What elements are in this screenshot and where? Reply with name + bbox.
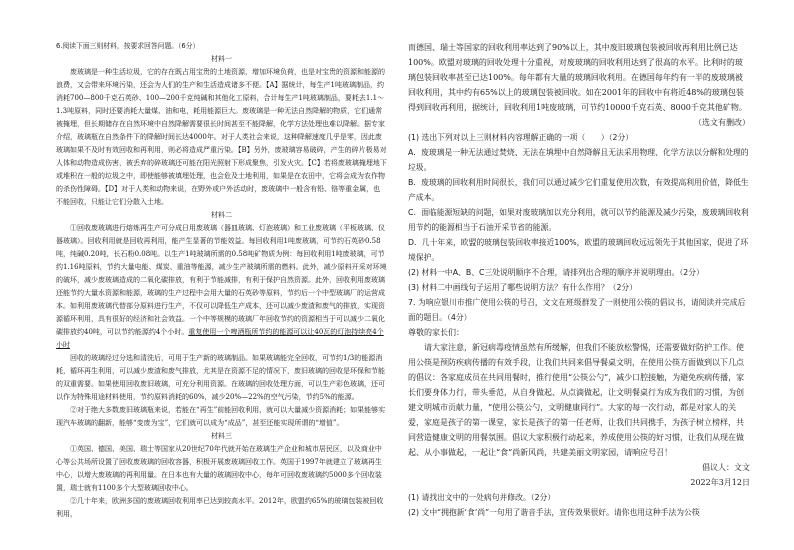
question-7-intro: 7. 为响应银川市推广使用公筷的号召，文文在班级群发了一则使用公筷的倡议书，请阅读并完成后面的题目。（4分）	[408, 298, 746, 322]
underlined-sentence: 重复使用一个啤酒瓶所节约的能源可以让40瓦的灯泡持续亮4个小时	[56, 328, 384, 349]
material-1-paragraph: 废玻璃是一种生活垃圾，它的存在既占用宝贵的土地资源，增加环境负荷，也是对宝贵的资源和能源的浪费，又会带来环境污染，还会为人们的生产和生活造成诸多不便。【A】据统计，每生产1吨玻璃制品，约消耗700—800千克石英砂、100—200千克纯碱和其他化工原料，合计每生产1吨玻璃制品，要耗去1.1～1.3吨原料，同时还要消耗大量煤、油和电，耗用能源巨大。废玻璃是一种无法自然降解的物质，它们通常被掩埋，但长期储存在自然环境中自然降解需要很长时间甚至不能降解，化学方法处理也难以降解。据专家介绍，玻璃瓶在自然条件下的降解时间长达4000年。对于人类社会来说，这种降解速度几乎是零，因此废玻璃如果不及时有效回收和再利用，则必将造成严重污染。【B】另外，废玻璃容易破碎，产生的碎片极易对人体和动物造成伤害，被丢弃的碎玻璃还可能在阳光照射下形成聚焦，引发火灾。【C】若将废玻璃掩埋地下或堆积在一般的垃圾之中，即使能够被填埋处理，也会危及土地利用，如果是在农田中，它将会成为农作物的杀伤性障碍。【D】对于人类和动物来说，在野外或户外活动时，废玻璃中一般含有铅、铬等重金属，也不能回收，只能让它们分散入土地。	[56, 68, 387, 206]
source-note: （选文有删改）	[694, 118, 750, 127]
letter-body: 请大家注意，新冠病毒疫情虽然有所缓解，但我们不能放松警惕，还需要做好防护工作。使用公筷是预防疾病传播的有效手段，让我们共同来倡导餐桌文明，在使用公筷方面做到以下几点的倡议：各家庭成员在共同用餐时，推行使用“公筷公勺”，减少口腔接触，为避免疾病传播，家长们要身体力行，带头垂范，从自身做起、从点滴做起，让文明餐桌行为成为我们的习惯，为创建文明城市贡献力量，“使用公筷公勺，文明健康同行”。大家的每一次行动，都是对家人的关爱，家庭是孩子的第一课堂，家长是孩子的第一任老师，让我们共同携手，为孩子树立榜样，共同营造健康文明的用餐氛围。倡议大家积极行动起来，养成使用公筷的好习惯，让我们从现在做起、从小事做起，一起让“食”尚新风尚，共建美丽文明家园，请响应号召！	[408, 343, 745, 457]
material-2-paragraph-2: 回收的玻璃经过分选和清洗后，可用于生产新的玻璃制品。如果玻璃能完全回收，可节约1/3的能源消耗，循环再生利用，可以减少废渣和废气排放，尤其是在资源不足的情况下，废旧玻璃的回收是环保和节能的双重需要。如果使用回收废旧玻璃，可充分利用资源。在玻璃的回收处理方面，可以生产彩色玻璃，还可以作为特殊用途材料使用，节约原料消耗的60%，减少20%—22%的空气污染，节约5%的能源。	[56, 354, 385, 401]
letter-date: 2022年3月12日	[690, 478, 750, 487]
material-3-title: 材料三	[211, 432, 232, 440]
material-2-paragraph-1-text: ①回收废玻璃进行熔炼再生产可分成日用废玻璃（器皿玻璃、灯泡玻璃）和工业废玻璃（平板玻璃、仪器玻璃）。回收利用就是回收再利用，能产生显著的节能效益。每回收利用1吨废玻璃，可节约石英砂0.58吨，纯碱0.20吨，长石粉0.08吨。以生产1吨玻璃所需的0.58吨矿物质为例：每回收利用1吨废玻璃，可节约1.16吨原料，节约大量电能、煤炭、重油等能源，减少生产玻璃所需的燃料。此外，减少原料开采对环境的破坏，减少废玻璃造成的二氧化碳排放，有利于节能减排，有利于保护自然资源。此外，回收利用废玻璃还能节约大量水资源和能源，玻璃的生产过程中会用大量的石英砂等原料，节约后一个中型玻璃厂的运营成本。如利用废玻璃代替部分原料进行生产，不仅可以降低生产成本，还可以减少废渣和废气的排放，实现资源循环利用，具有很好的经济和社会效益。一个中等规模的玻璃厂年回收节约的资源相当于可以减少二氧化碳排放约40吨，可以节约能源约4个小时。	[56, 224, 387, 336]
option-d: D．几十年来，欧盟的玻璃包装回收率接近100%，欧盟的玻璃回收远远领先于其他国家，促进了环境保护。	[408, 238, 749, 262]
question-6-1: (1) 选出下列对以上三则材料内容理解正确的一项（ ）（2分）	[408, 133, 634, 142]
question-6-3: (3) 材料二中画线句子运用了哪些说明方法？有什么作用？（2分）	[408, 283, 637, 292]
question-6-intro: 6.阅读下面三则材料，按要求回答问题。（6分）	[56, 42, 200, 50]
material-2-paragraph-1	[56, 222, 387, 352]
material-3-paragraph-2: ②几十年来，欧洲多国的废玻璃回收利用率已达到较高水平。2012年，欧盟约65%的玻璃包装被回收利用，	[56, 497, 384, 518]
material-3-continuation: 而德国、瑞士等国家的回收利用率达到了90%以上，其中废旧玻璃包装被回收再利用比例已达100%。欧盟对玻璃的回收处理十分重视，对废玻璃的回收利用达到了很高的水平。比利时的玻璃包装回收率甚至已达100%。每年都有大量的玻璃回收利用。在德国每年约有一半的废玻璃被回收利用，其中约有65%以上的玻璃包装被回收。如在2001年的回收中有将近48%的玻璃包装得到回收再利用，据统计，回收利用1吨废玻璃，可节约10000千克石英、8000千克其他矿物。	[408, 43, 747, 112]
material-2-paragraph-3: ②对于绝大多数废旧玻璃瓶来说，若能在“再生”前能回收利用，就可以大量减少资源消耗；如果能够实现汽车玻璃的翻新，能够“变废为宝”，它们就可以成为“成品”，甚至还能实现所谓的“增值”。	[56, 406, 386, 427]
letter-signature: 倡议人：文文	[702, 463, 750, 472]
question-6-2: (2) 材料一中A、B、C三处说明顺序不合理，请排列出合理的顺序并说明理由。（2分）	[408, 268, 704, 277]
option-c: C．面临能源短缺的问题，如果对废玻璃加以充分利用，就可以节约能源及减少污染，废玻璃回收利用节约的能源相当于石油开采节省的能源。	[408, 208, 749, 232]
question-7-2: (2) 文中“拥抱新‘食’尚”一句用了谐音手法，宣传效果很好。请你也用这种手法为公筷	[408, 508, 700, 517]
material-2-title: 材料二	[211, 211, 232, 219]
material-1-title: 材料一	[211, 55, 232, 63]
material-3-paragraph-1: ①英国、德国、美国、瑞士等国家从20世纪70年代就开始在玻璃生产企业和城市居民区，以及商业中心等公共场所设置了回收废玻璃的回收容器，积极开展废玻璃回收工作。英国于1997年就建立了玻璃再生中心，以增大废玻璃的再利用量。在日本也有大量的玻璃回收中心，每年可回收废玻璃约5000多个回收装置，瑞士就有1100多个大型玻璃回收中心。	[56, 445, 382, 492]
letter-greeting: 尊敬的家长们：	[408, 328, 464, 337]
question-7-1: (1) 请找出文中的一处病句并修改。（2分）	[408, 493, 556, 502]
option-b: B．废玻璃的回收利用时间很长，我们可以通过减少它们重复使用次数，有效提高利用价值，降低生产成本。	[408, 178, 749, 202]
right-column	[408, 40, 750, 520]
left-column	[56, 40, 387, 521]
option-a: A．废玻璃是一种无法通过焚烧、无法在填埋中自然降解且无法采用物理、化学方法以分解和处理的垃圾。	[408, 148, 749, 172]
